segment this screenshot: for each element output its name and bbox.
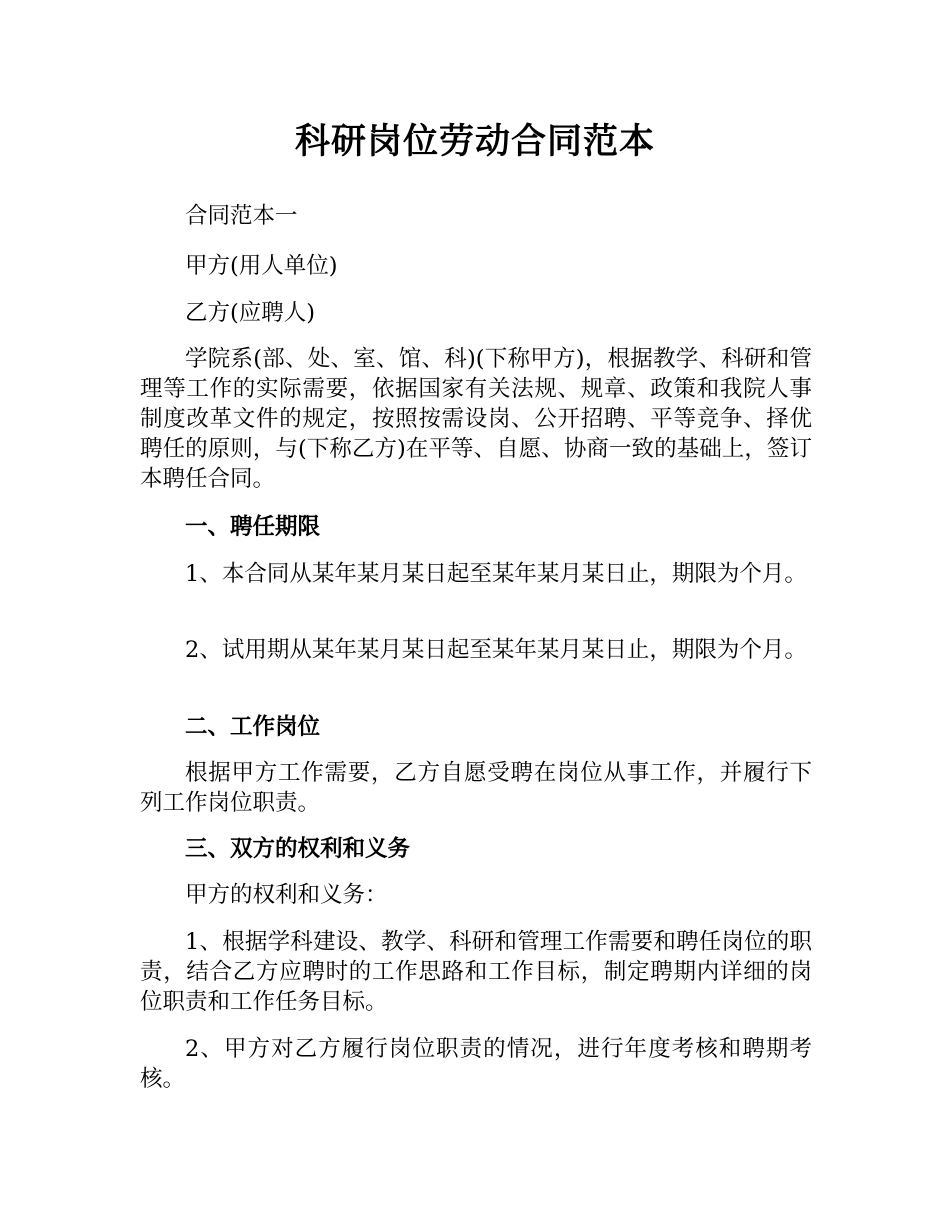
section-heading-position: 二、工作岗位: [185, 714, 321, 740]
paragraph-rights-2: 2、甲方对乙方履行岗位职责的情况，进行年度考核和聘期考核。: [140, 1036, 812, 1092]
section-heading-rights: 三、双方的权利和义务: [185, 836, 411, 862]
paragraph-preamble: 学院系(部、处、室、馆、科)(下称甲方)，根据教学、科研和管理等工作的实际需要，依据国家有关法规、规章、政策和我院人事制度改革文件的规定，按照按需设岗、公开招聘、平等竞争、择优聘任的原则，与(下称乙方)在平等、自愿、协商一致的基础上，签订本聘任合同。: [140, 346, 812, 492]
document-title: 科研岗位劳动合同范本: [294, 122, 655, 162]
paragraph-rights-1: 1、根据学科建设、教学、科研和管理工作需要和聘任岗位的职责，结合乙方应聘时的工作思路和工作目标，制定聘期内详细的岗位职责和工作任务目标。: [140, 929, 812, 1015]
paragraph-template-label: 合同范本一: [185, 203, 298, 229]
paragraph-party-a: 甲方(用人单位): [185, 253, 338, 279]
paragraph-party-b: 乙方(应聘人): [185, 300, 316, 326]
paragraph-party-a-rights: 甲方的权利和义务：: [185, 882, 388, 908]
paragraph-term-1: 1、本合同从某年某月某日起至某年某月某日止，期限为个月。: [185, 561, 807, 587]
paragraph-position: 根据甲方工作需要，乙方自愿受聘在岗位从事工作，并履行下列工作岗位职责。: [140, 760, 812, 816]
paragraph-term-2: 2、试用期从某年某月某日起至某年某月某日止，期限为个月。: [185, 637, 807, 663]
section-heading-term: 一、聘任期限: [185, 514, 321, 540]
